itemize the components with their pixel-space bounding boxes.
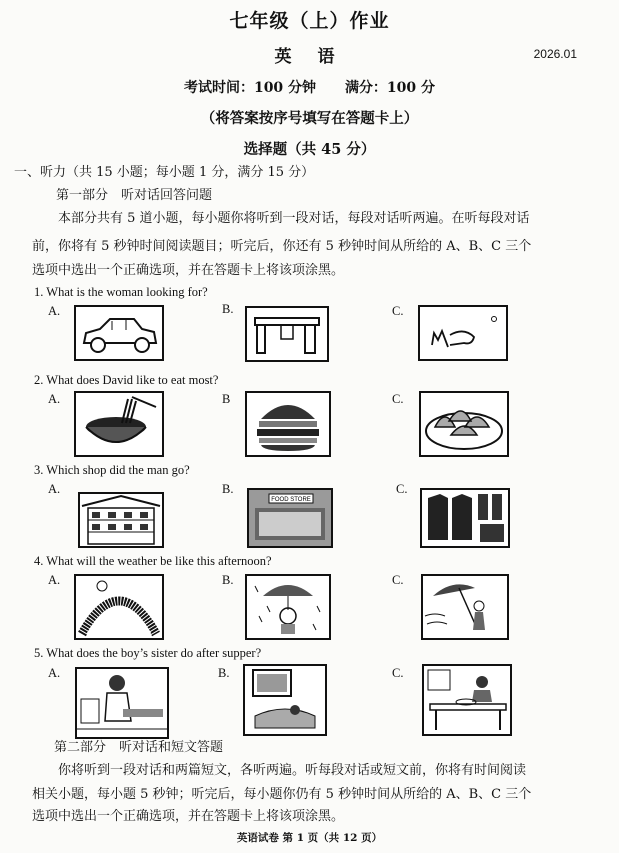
listening-heading: 一、听力（共 15 小题；每小题 1 分，满分 15 分） [14, 165, 315, 180]
desk-picture [245, 306, 329, 362]
q5-option-c-label: C. [392, 666, 404, 680]
food-store-sign: FOOD STORE [271, 497, 311, 503]
eating-picture [422, 664, 512, 736]
clothes-shop-picture [420, 488, 510, 548]
hamburger-picture [245, 391, 331, 457]
exam-info [0, 77, 619, 97]
car-picture [74, 305, 164, 361]
q2-option-b-label: B [222, 392, 231, 406]
full-score: 满分：100 分 [344, 80, 436, 96]
q4-option-a-label: A. [48, 573, 61, 587]
section-heading: 选择题（共 45 分） [243, 141, 376, 158]
question-3: 3. Which shop did the man go? [34, 463, 190, 477]
q3-option-a-label: A. [48, 482, 61, 496]
cat-sketch-picture [418, 305, 508, 361]
part1-instruction-1: 本部分共有 5 道小题，每小题你将听到一段对话，每段对话听两遍。在听每段对话 [58, 211, 530, 226]
exam-time: 考试时间：100 分钟 [183, 80, 317, 96]
question-4: 4. What will the weather be like this afternoon? [34, 554, 272, 568]
page-footer: 英语试卷 第 1 页（共 12 页） [236, 832, 383, 844]
answer-note: （将答案按序号填写在答题卡上） [200, 110, 419, 127]
q5-option-a-label: A. [48, 666, 61, 680]
watching-tv-picture [243, 664, 327, 736]
q1-option-b-label: B. [222, 302, 234, 316]
rainbow-picture [74, 574, 164, 640]
q5-option-b-label: B. [218, 666, 230, 680]
part1-instruction-2: 前，你将有 5 秒钟时间阅读题目；听完后，你还有 5 秒钟时间从所给的 A、B、C 三个 [32, 239, 532, 254]
question-5: 5. What does the boy’s sister do after supper? [34, 646, 262, 660]
exam-date: 2026.01 [533, 47, 577, 61]
q3-option-b-label: B. [222, 482, 234, 496]
part2-title: 第二部分 听对话和短文答题 [54, 740, 224, 755]
part2-instruction-3: 选项中选出一个正确选项，并在答题卡上将该项涂黑。 [32, 809, 345, 824]
page-title: 七年级（上）作业 [229, 10, 390, 32]
windy-picture [421, 574, 509, 640]
noodles-picture [74, 391, 164, 457]
q4-option-c-label: C. [392, 573, 404, 587]
q1-option-a-label: A. [48, 304, 61, 318]
rainy-picture [245, 574, 331, 640]
part2-instruction-1: 你将听到一段对话和两篇短文，各听两遍。听每段对话或短文前，你将有时间阅读 [58, 763, 527, 778]
q3-option-c-label: C. [396, 482, 408, 496]
food-store-picture [247, 488, 333, 548]
q2-option-a-label: A. [48, 392, 61, 406]
part1-instruction-3: 选项中选出一个正确选项，并在答题卡上将该项涂黑。 [32, 263, 345, 278]
dumplings-picture [419, 391, 509, 457]
shoe-shop-picture [78, 492, 164, 548]
subject-title: 英 语 [274, 47, 345, 67]
washing-dishes-picture [75, 667, 169, 739]
question-2: 2. What does David like to eat most? [34, 373, 219, 387]
q4-option-b-label: B. [222, 573, 234, 587]
q2-option-c-label: C. [392, 392, 404, 406]
q1-option-c-label: C. [392, 304, 404, 318]
question-1: 1. What is the woman looking for? [34, 285, 208, 299]
part2-instruction-2: 相关小题，每小题 5 秒钟；听完后，每小题你仍有 5 秒钟时间从所给的 A、B、C 三个 [32, 787, 532, 802]
part1-title: 第一部分 听对话回答问题 [56, 188, 213, 203]
